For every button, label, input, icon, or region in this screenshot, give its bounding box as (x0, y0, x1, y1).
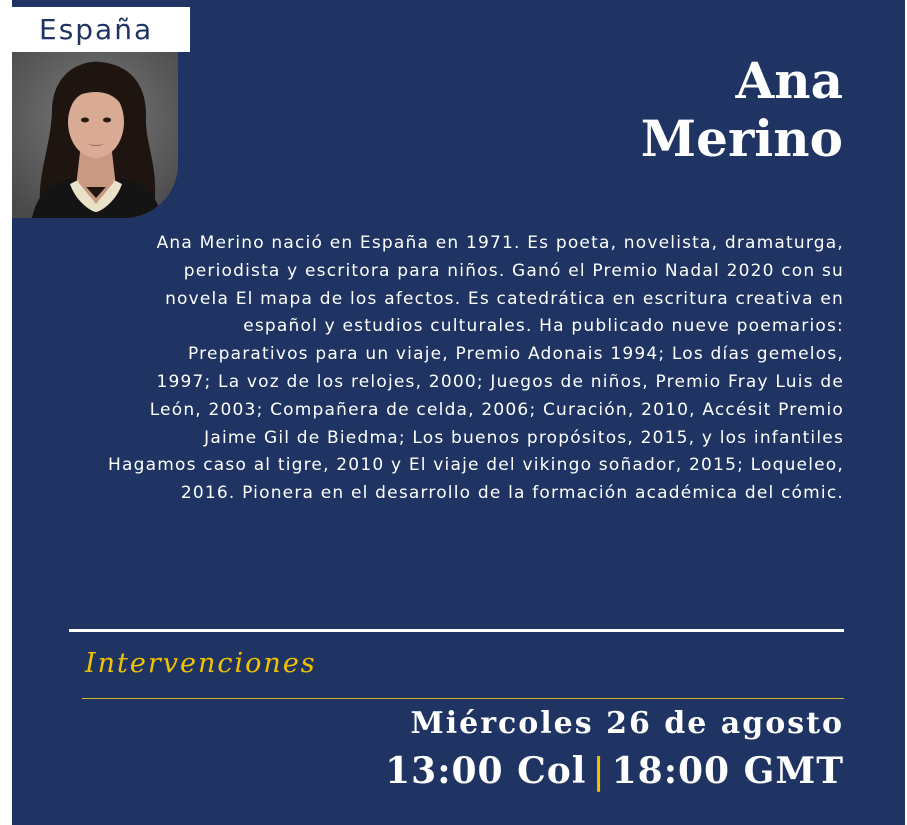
portrait-photo (12, 52, 178, 218)
time-separator: | (592, 751, 606, 792)
time-colombia: 13:00 Col (385, 750, 587, 792)
divider-gold (82, 698, 844, 699)
speaker-bio: Ana Merino nació en España en 1971. Es poeta, novelista, dramaturga, periodista y escritora para niños. Ganó el Premio Nadal 2020 con su novela El mapa de los afectos. Es catedrática en escritura creativa en español y estudios culturales. Ha publicado nueve poemarios: Preparativos para un viaje, Premio Adonais 1994; Los días gemelos, 1997; La voz de los relojes, 2000; Juegos de niños, Premio Fray Luis de León, 2003; Compañera de celda, 2006; Curación, 2010, Accésit Premio Jaime Gil de Biedma; Los buenos propósitos, 2015, y los infantiles Hagamos caso al tigre, 2010 y El viaje del vikingo soñador, 2015; Loqueleo, 2016. Pionera en el desarrollo de la formación académica del cómic. (108, 233, 844, 504)
speaker-card (12, 0, 905, 825)
event-date: Miércoles 26 de agosto (410, 706, 844, 741)
divider-white (69, 629, 844, 632)
speaker-last-name: Merino (640, 109, 843, 168)
portrait-photo-icon (12, 52, 178, 218)
section-title: Intervenciones (85, 648, 317, 679)
country-tag: España (12, 7, 190, 52)
time-gmt: 18:00 GMT (611, 750, 844, 792)
event-time (385, 750, 844, 792)
speaker-first-name: Ana (735, 51, 843, 110)
speaker-name (641, 52, 843, 168)
